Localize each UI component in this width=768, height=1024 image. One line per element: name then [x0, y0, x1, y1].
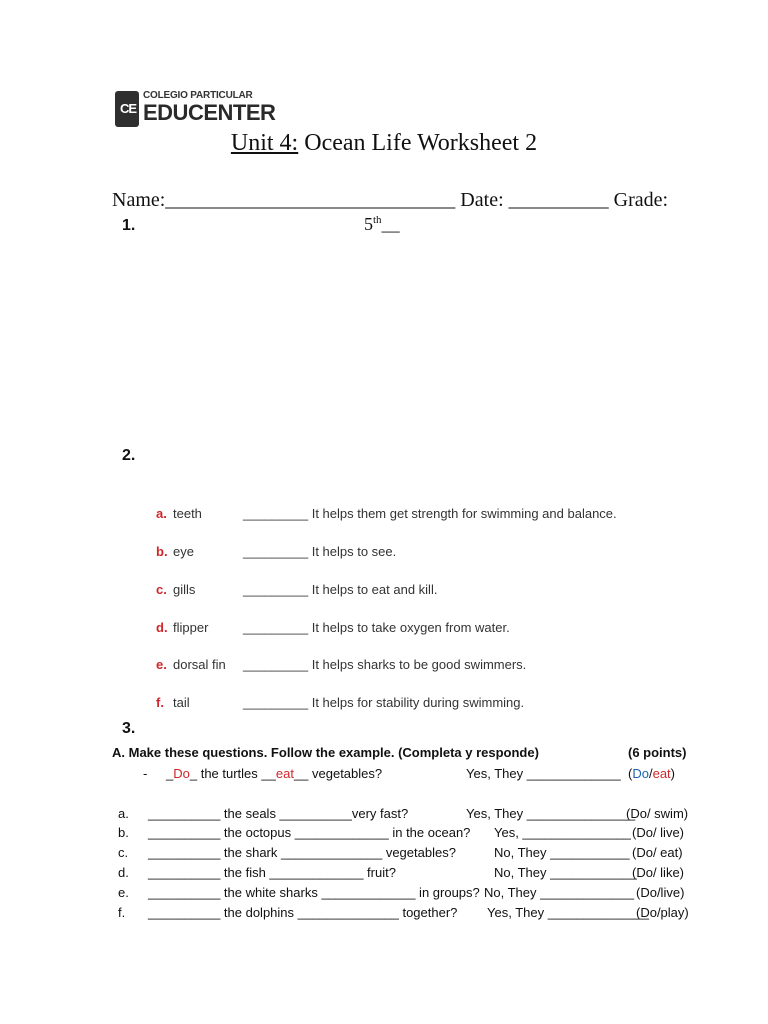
- exercise-question[interactable]: __________ the dolphins ______________ together?: [148, 905, 458, 920]
- question-2-number: 2.: [122, 447, 136, 464]
- exercise-hint: (Do/ like): [632, 865, 685, 880]
- exercise-question[interactable]: __________ the seals __________very fast?: [148, 806, 409, 821]
- answer-blank[interactable]: _________: [243, 506, 309, 521]
- match-item: d. flipper _________ It helps to take oxygen from water.: [156, 620, 510, 635]
- answer-blank[interactable]: _________: [243, 657, 309, 672]
- page-title: [0, 130, 768, 157]
- match-item: e. dorsal fin _________ It helps sharks to be good swimmers.: [156, 657, 527, 672]
- exercise-letter: d.: [118, 865, 129, 880]
- match-item: f. tail _________ It helps for stability during swimming.: [156, 695, 525, 710]
- exercise-answer[interactable]: No, They ___________: [494, 845, 630, 860]
- exercise-hint: (Do/ eat): [632, 845, 683, 860]
- title-unit: Unit 4:: [230, 130, 299, 156]
- exercise-letter: b.: [118, 825, 129, 840]
- exercise-answer[interactable]: No, They _____________: [484, 885, 635, 900]
- exercise-hint: (Do/ live): [632, 825, 685, 840]
- logo-mark-icon: CE: [115, 91, 139, 127]
- exercise-letter: c.: [118, 845, 129, 860]
- school-logo: [115, 87, 276, 132]
- exercise-question[interactable]: __________ the octopus _____________ in the ocean?: [148, 825, 471, 840]
- name-date-grade-line: Name:_____________________________ Date: __________ Grade:: [112, 189, 669, 211]
- example-hint: (Do/eat): [628, 766, 676, 781]
- exercise-answer[interactable]: Yes, _______________: [494, 825, 631, 840]
- answer-blank[interactable]: _________: [243, 544, 309, 559]
- exercise-question[interactable]: __________ the shark ______________ vegetables?: [148, 845, 456, 860]
- example-answer: Yes, They _____________: [466, 766, 621, 781]
- exercise-question[interactable]: __________ the white sharks _____________ in groups?: [148, 885, 480, 900]
- school-name-line1: COLEGIO PARTICULAR: [143, 90, 253, 101]
- question-1-number: 1.: [122, 217, 136, 234]
- example-question: _Do_ the turtles __eat__ vegetables?: [166, 766, 383, 781]
- title-rest: Ocean Life Worksheet 2: [298, 130, 538, 156]
- exercise-letter: a.: [118, 806, 129, 821]
- match-item: b. eye _________ It helps to see.: [156, 544, 397, 559]
- school-name-line2: EDUCENTER: [143, 100, 276, 125]
- exercise-answer[interactable]: Yes, They _______________: [466, 806, 636, 821]
- question-3-number: 3.: [122, 720, 136, 737]
- answer-blank[interactable]: _________: [243, 695, 309, 710]
- match-item: c. gills _________ It helps to eat and kill.: [156, 582, 438, 597]
- exercise-letter: e.: [118, 885, 129, 900]
- exercise-answer[interactable]: No, They ____________: [494, 865, 637, 880]
- match-item: a. teeth _________ It helps them get strength for swimming and balance.: [156, 506, 617, 521]
- exercise-answer[interactable]: Yes, They ______________: [487, 905, 649, 920]
- section-a-points: (6 points): [628, 745, 687, 760]
- exercise-hint: (Do/live): [636, 885, 685, 900]
- exercise-question[interactable]: __________ the fish _____________ fruit?: [148, 865, 396, 880]
- exercise-letter: f.: [118, 905, 126, 920]
- exercise-hint: (Do/play): [636, 905, 689, 920]
- answer-blank[interactable]: _________: [243, 582, 309, 597]
- example-bullet: -: [143, 766, 148, 781]
- exercise-hint: (Do/ swim): [626, 806, 689, 821]
- grade-value: 5th__: [364, 214, 400, 234]
- answer-blank[interactable]: _________: [243, 620, 309, 635]
- section-a-instructions: A. Make these questions. Follow the example. (Completa y responde): [112, 745, 539, 760]
